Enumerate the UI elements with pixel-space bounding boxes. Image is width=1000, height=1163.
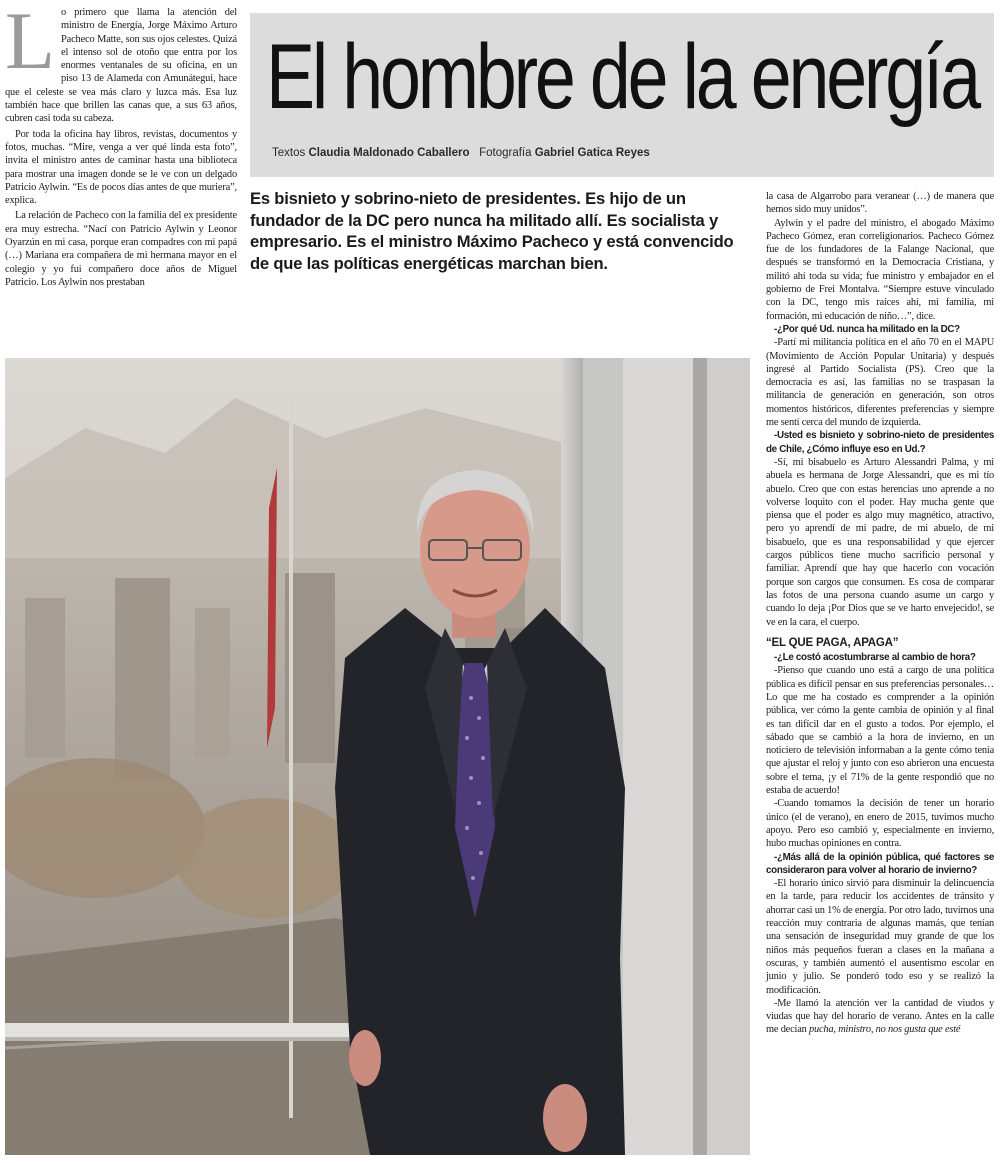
text-credit-label: Textos: [272, 147, 306, 159]
question-2: -Usted es bisnieto y sobrino-nieto de presidentes de Chile, ¿Cómo influye eso en Ud.?: [766, 430, 994, 455]
question-4: -¿Más allá de la opinión pública, qué factores se consideraron para volver al horario de invierno?: [766, 851, 994, 876]
intro-paragraph-3: La relación de Pacheco con la familia del ex presidente era muy estrecha. “Nací con Patricio Aylwin y Leonor Oyarzún en mi casa, porque eran compadres con mi papá (…) Mariana era compañera de mi hermana mayor en el colegio y yo fui compañero doce años de Miguel Patricio. Los Aylwin nos prestaban: [5, 210, 237, 288]
question-1: -¿Por qué Ud. nunca ha militado en la DC?: [774, 323, 960, 335]
question-3: -¿Le costó acostumbrarse al cambio de hora?: [774, 652, 976, 664]
answer-5-italic: pucha, ministro, no nos gusta que esté: [809, 1024, 961, 1036]
right-paragraph-2: Aylwin y el padre del ministro, el abogado Máximo Pacheco Gómez, eran correligionarios. Pacheco Gómez fue de los fundadores de la Falange Nacional, que después se transformó en la Democracia Cristiana, y militó ahí toda su vida; fue ministro y embajador en el gobierno de Frei Montalva. “Siempre estuve vinculado con la DC, tengo mis raíces ahí, mi familia, mi formación, mi educación de niño…”, dice.: [766, 217, 994, 322]
right-paragraph-1: la casa de Algarrobo para veranear (…) de manera que hemos sido muy unidos”.: [766, 191, 994, 216]
answer-1: -Partí mi militancia política en el año 70 en el MAPU (Movimiento de Acción Popular Unitaria) y después ingresé al Partido Socialista (PS). Creo que la democracia es así, las familias no se traspasan la militancia de generación en generación, son otros momentos históricos, diferentes preferencias y siempre me sentí cerca del mundo de izquierda.: [766, 337, 994, 429]
answer-3: -Pienso que cuando uno está a cargo de una política pública es difícil pensar en sus preferencias personales… Lo que me ha costado es comprender a la opinión pública, ver cómo la gente cambia de opinión y al final es tan difícil dar en el gusto a todos. Por ejemplo, el sábado que se cambió a la hora de invierno, en un noticiero de televisión informaban a la gente cómo tenía que ajustar el reloj y junto con eso abrieron una encuesta sobre el tema, ¡y el 71% de la gente respondió que no estaba de acuerdo!: [766, 665, 994, 797]
text-credit-author: Claudia Maldonado Caballero: [308, 147, 470, 159]
drop-cap: L: [5, 0, 55, 86]
answer-2: -Sí, mi bisabuelo es Arturo Alessandri Palma, y mi abuela es hermana de Jorge Alessandri, que es mi tío abuelo. Creo que con estas herencias uno aprende a no volverse loquito con el poder. Hay mucha gente que piensa que el poder es algo muy magnético, atractivo, pero yo aprendí de mi padre, de mi abuelo, de mi bisabuelo, que es una responsabilidad y que ejercer cargos públicos tiene mucho sacrificio personal y familiar. Aprendí que hay que hacerlo con vocación porque son cargos que consumen. Es cosa de comparar las fotos de una persona cuando asume un cargo y cuando lo deja ¡Por Dios que se ve harto envejecido!, se ve en la cara, el cuerpo.: [766, 456, 994, 628]
section-subhead: “EL QUE PAGA, APAGA”: [766, 636, 899, 649]
right-column: [766, 190, 994, 1037]
credits-line: [272, 147, 650, 159]
answer-3b: -Cuando tomamos la decisión de tener un horario único (el de verano), en enero de 2015, tuvimos mucho apoyo. Pero eso cambió y, especialmente en invierno, hubo muchas opiniones en contra.: [766, 798, 994, 850]
intro-paragraph-2: Por toda la oficina hay libros, revistas, documentos y fotos, muchas. “Mire, venga a ver qué linda esta foto”, invita el ministro antes de caminar hasta una biblioteca para mostrar una imagen donde se le ve con un delgado Patricio Aylwin. “Es de pocos días antes de que muriera”, explica.: [5, 128, 237, 207]
photo-credit-author: Gabriel Gatica Reyes: [534, 147, 650, 159]
answer-4: -El horario único sirvió para disminuir la delincuencia en la tarde, para reducir los accidentes de tránsito y ahorrar casi un 1% de energía. Por otro lado, tuvimos una reacción muy contraria de algunas mamás, que tenían una sensación de inseguridad muy grande de que los niños más pequeños fueran a clases en la mañana a oscuras, y también aumentó el ausentismo escolar en junio y julio. Se ponderó todo eso y se realizó la modificación.: [766, 878, 994, 996]
intro-paragraph-1: o primero que llama la atención del ministro de Energía, Jorge Máximo Arturo Pacheco Matte, son sus ojos celestes. Quizá el intenso sol de otoño que entra por los enormes ventanales de su oficina, en un piso 13 de Alameda con Amunátegui, hace que el celeste se vea más claro y luzca más. Esa luz también hace que brillen las canas que, a sus 63 años, cubren casi toda su cabeza.: [5, 7, 237, 125]
portrait-illustration: [5, 358, 750, 1155]
intro-column: [5, 0, 237, 289]
photo-credit-label: Fotografía: [479, 147, 532, 159]
portrait-photo: [5, 358, 750, 1155]
answer-5: [766, 997, 994, 1037]
headline: El hombre de la energía: [266, 26, 978, 128]
deck: Es bisnieto y sobrino-nieto de presidentes. Es hijo de un fundador de la DC pero nunca ha militado allí. Es socialista y empresario. Es el ministro Máximo Pacheco y está convencido de que las políticas energéticas marchan bien.: [250, 189, 734, 273]
headline-banner: [250, 13, 994, 177]
answer-5-text: -Me llamó la atención ver la cantidad de viudos y viudas que hay del horario de verano. Antes en la calle me decían: [766, 997, 994, 1036]
